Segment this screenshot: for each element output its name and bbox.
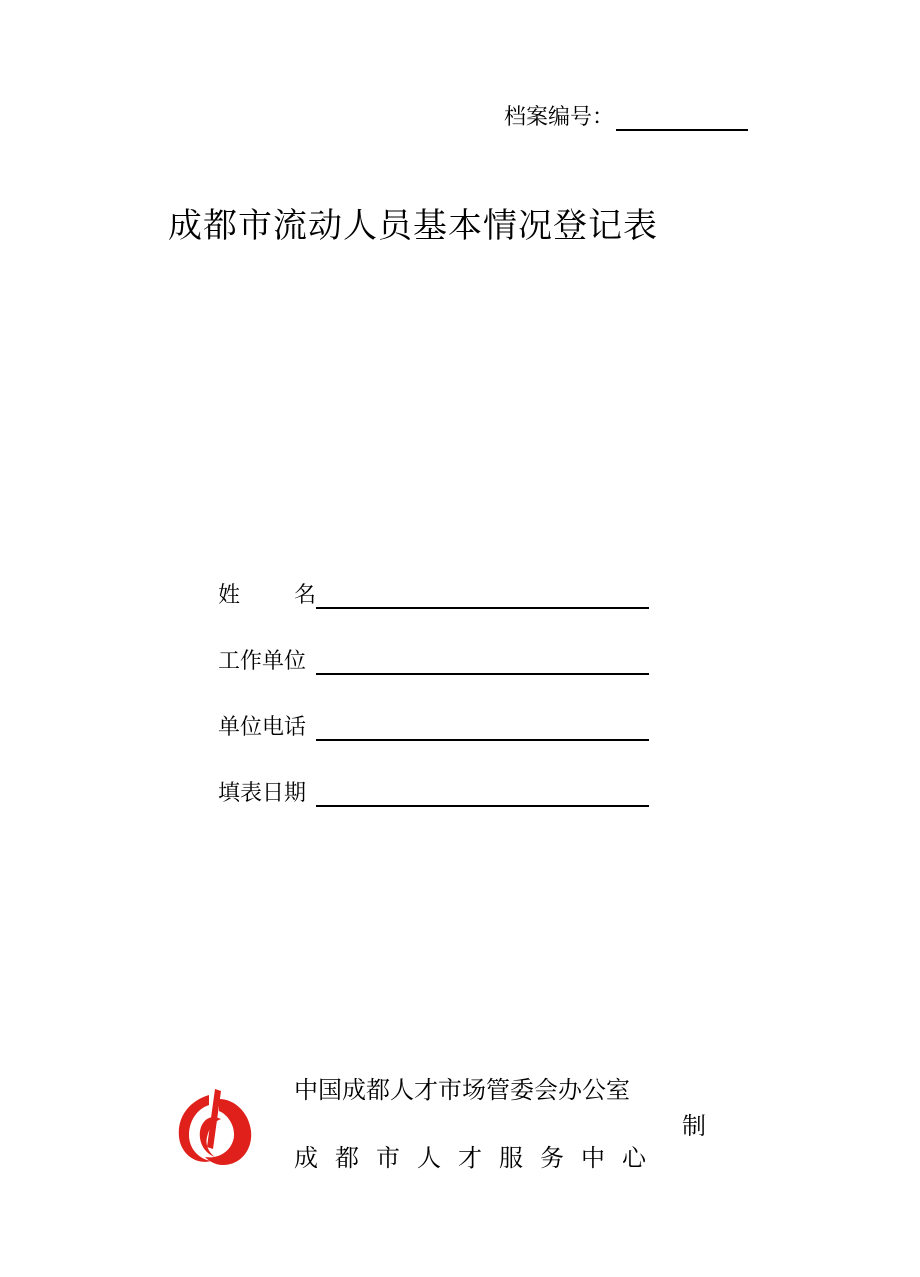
name-row <box>218 578 649 609</box>
name-field[interactable] <box>316 581 649 609</box>
name-label: 姓 名 <box>218 583 316 608</box>
work-unit-field[interactable] <box>316 647 649 675</box>
org-name-line-2: 成都市人才服务中心 <box>294 1144 663 1172</box>
archive-number <box>504 100 748 131</box>
work-unit-row <box>218 644 649 675</box>
talent-center-logo <box>175 1087 255 1167</box>
org-name-line-1: 中国成都人才市场管委会办公室 <box>294 1076 630 1104</box>
work-unit-label: 工作单位 <box>218 649 307 674</box>
archive-number-label: 档案编号： <box>504 105 615 130</box>
unit-phone-label: 单位电话 <box>218 715 307 740</box>
made-by-label: 制 <box>682 1112 706 1140</box>
archive-number-field[interactable] <box>616 103 748 131</box>
unit-phone-field[interactable] <box>316 713 649 741</box>
page-title: 成都市流动人员基本情况登记表 <box>168 206 658 246</box>
unit-phone-row <box>218 710 649 741</box>
fill-date-row <box>218 776 649 807</box>
fill-date-field[interactable] <box>316 779 649 807</box>
fill-date-label: 填表日期 <box>218 781 307 806</box>
